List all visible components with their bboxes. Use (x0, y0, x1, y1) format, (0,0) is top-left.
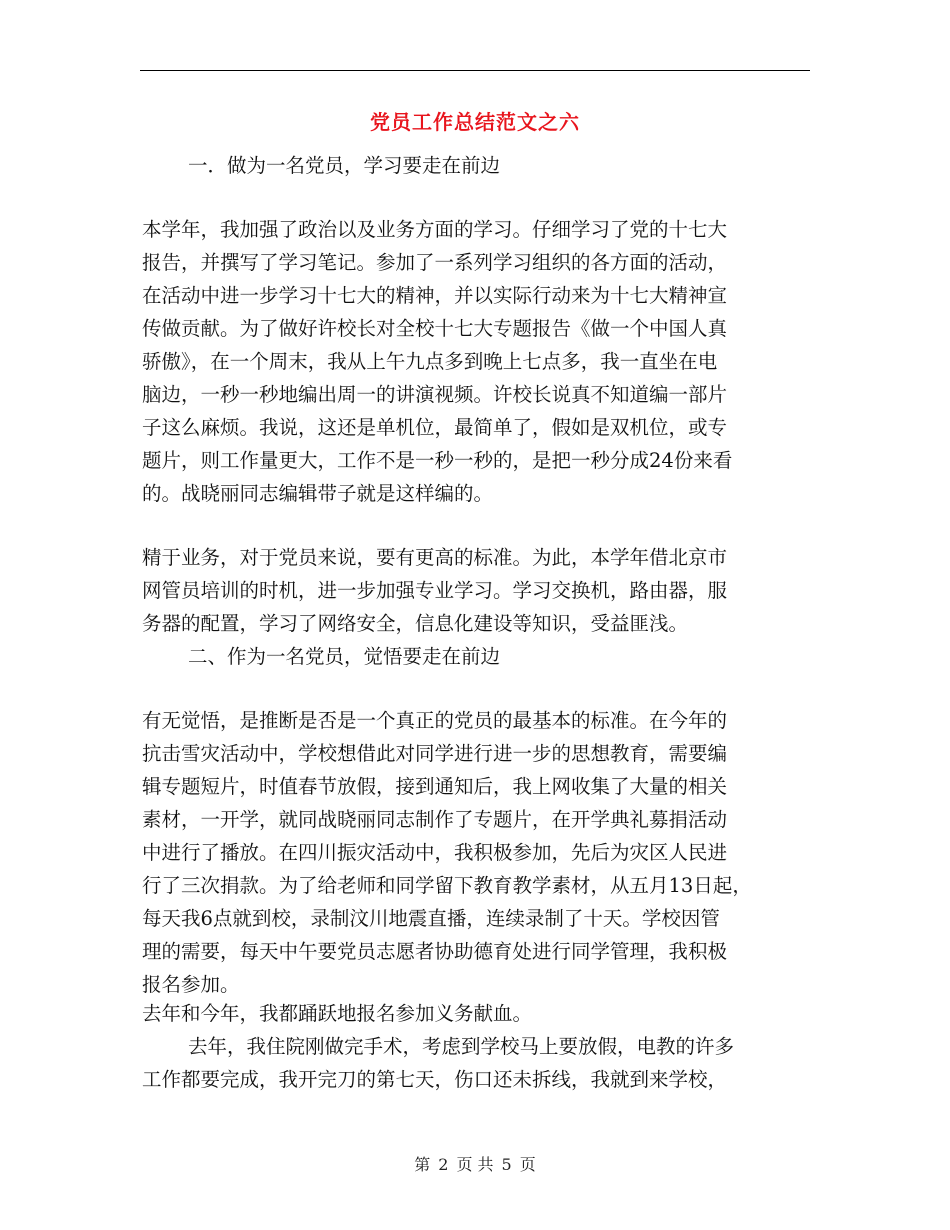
paragraph-line: 行了三次捐款。为了给老师和同学留下教育教学素材，从五月13日起， (142, 874, 752, 897)
page-footer (0, 1152, 950, 1175)
paragraph-line: 有无觉悟，是推断是否是一个真正的党员的最基本的标准。在今年的 (142, 709, 728, 732)
paragraph-line: 的。战晓丽同志编辑带子就是这样编的。 (142, 482, 494, 505)
paragraph-line: 题片，则工作量更大，工作不是一秒一秒的，是把一秒分成24份来看 (142, 449, 733, 472)
paragraph-line: 去年和今年，我都踊跃地报名参加义务献血。 (142, 1002, 533, 1025)
section-heading-1: 一．做为一名党员，学习要走在前边 (188, 154, 501, 177)
paragraph-line: 精于业务，对于党员来说，要有更高的标准。为此，本学年借北京市 (142, 546, 728, 569)
paragraph-line: 本学年，我加强了政治以及业务方面的学习。仔细学习了党的十七大 (142, 218, 728, 241)
paragraph-line: 素材，一开学，就同战晓丽同志制作了专题片，在开学典礼募捐活动 (142, 808, 728, 831)
paragraph-line: 传做贡献。为了做好许校长对全校十七大专题报告《做一个中国人真 (142, 317, 728, 340)
paragraph-line: 辑专题短片，时值春节放假，接到通知后，我上网收集了大量的相关 (142, 775, 728, 798)
footer-suffix: 页 (519, 1155, 536, 1174)
paragraph-line: 骄傲》，在一个周末，我从上午九点多到晚上七点多，我一直坐在电 (142, 350, 718, 373)
header-rule (140, 70, 810, 71)
paragraph-line: 子这么麻烦。我说，这还是单机位，最简单了，假如是双机位，或专 (142, 416, 728, 439)
paragraph-line: 脑边，一秒一秒地编出周一的讲演视频。许校长说真不知道编一部片 (142, 383, 728, 406)
paragraph-line: 工作都要完成，我开完刀的第七天，伤口还未拆线，我就到来学校， (142, 1068, 728, 1091)
paragraph-line: 网管员培训的时机，进一步加强专业学习。学习交换机，路由器，服 (142, 579, 728, 602)
page-number: 2 (438, 1155, 449, 1174)
paragraph-line: 中进行了播放。在四川振灾活动中，我积极参加，先后为灾区人民进 (142, 841, 728, 864)
page-total: 5 (501, 1155, 512, 1174)
paragraph-line: 去年，我住院刚做完手术，考虑到学校马上要放假，电教的许多 (188, 1035, 735, 1058)
section-heading-2: 二、作为一名党员，觉悟要走在前边 (188, 645, 501, 668)
paragraph-line: 报告，并撰写了学习笔记。参加了一系列学习组织的各方面的活动， (142, 251, 728, 274)
paragraph-line: 在活动中进一步学习十七大的精神，并以实际行动来为十七大精神宣 (142, 284, 728, 307)
paragraph-line: 每天我6点就到校，录制汶川地震直播，连续录制了十天。学校因管 (142, 907, 720, 930)
paragraph-line: 抗击雪灾活动中，学校想借此对同学进行进一步的思想教育，需要编 (142, 742, 728, 765)
paragraph-line: 报名参加。 (142, 973, 240, 996)
paragraph-line: 务器的配置，学习了网络安全，信息化建设等知识，受益匪浅。 (142, 612, 689, 635)
paragraph-line: 理的需要，每天中午要党员志愿者协助德育处进行同学管理，我积极 (142, 940, 728, 963)
document-title: 党员工作总结范文之六 (370, 110, 580, 134)
footer-prefix: 第 (414, 1155, 431, 1174)
footer-middle: 页 共 (456, 1155, 494, 1174)
